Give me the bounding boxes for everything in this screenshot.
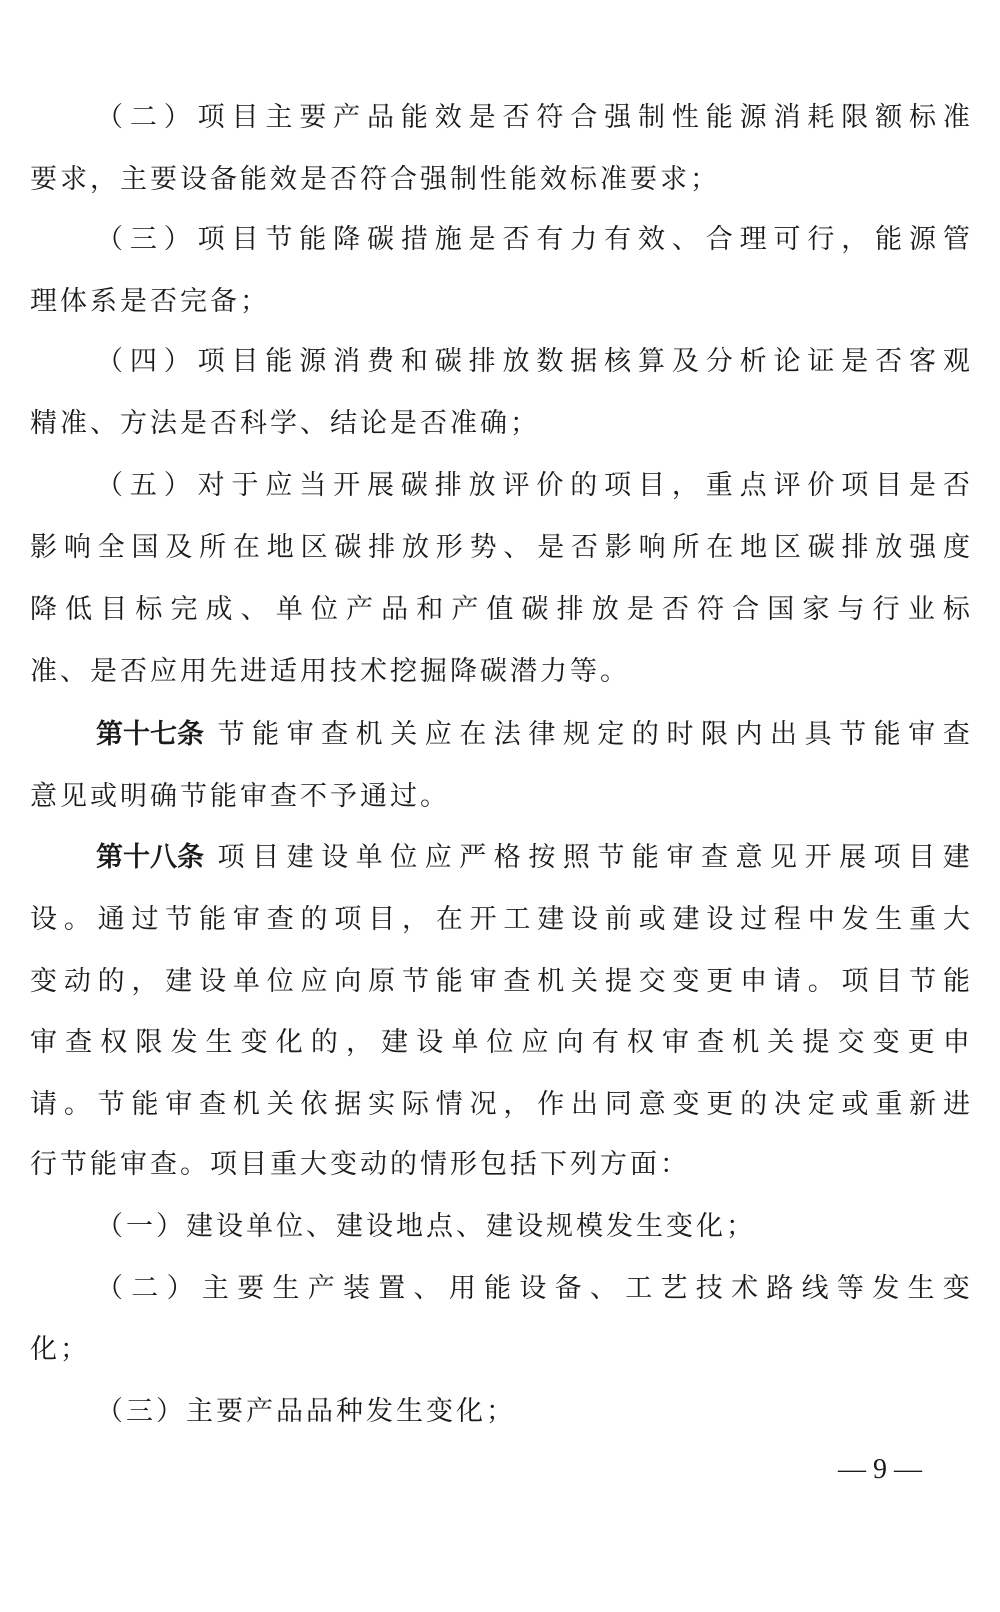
text-line: （ 二 ） 项 目 主 要 产 品 能 效 是 否 符 合 强 制 性 能 源 消 耗 限 额 标 准 (96, 102, 970, 133)
text-line: 行 节 能 审 查 。 项 目 重 大 变 动 的 情 形 包 括 下 列 方 面 ： (30, 1149, 690, 1180)
page-number: — 9 — (838, 1454, 922, 1485)
article-number: 第十七条 (96, 719, 204, 750)
article-heading-line: 第十七条 节 能 审 查 机 关 应 在 法 律 规 定 的 时 限 内 出 具 节 能 审 查 (96, 715, 970, 755)
text-line: （ 四 ） 项 目 能 源 消 费 和 碳 排 放 数 据 核 算 及 分 析 论 证 是 否 客 观 (96, 346, 970, 377)
text-line: （ 二 ） 主 要 生 产 装 置 、 用 能 设 备 、 工 艺 技 术 路 线 等 发 生 变 (96, 1273, 970, 1304)
article-heading-line: 第十八条 项 目 建 设 单 位 应 严 格 按 照 节 能 审 查 意 见 开 展 项 目 建 (96, 838, 970, 878)
text-line: 理 体 系 是 否 完 备 ； (30, 286, 270, 317)
text-line: 化 ； (30, 1334, 90, 1365)
text-line: 意 见 或 明 确 节 能 审 查 不 予 通 过 。 (30, 781, 450, 812)
article-number: 第十八条 (96, 842, 204, 873)
text-line: 要 求 ， 主 要 设 备 能 效 是 否 符 合 强 制 性 能 效 标 准 要 求 ； (30, 164, 720, 195)
text-line: 影 响 全 国 及 所 在 地 区 碳 排 放 形 势 、 是 否 影 响 所 在 地 区 碳 排 放 强 度 (30, 532, 970, 563)
text-line: 准 、 是 否 应 用 先 进 适 用 技 术 挖 掘 降 碳 潜 力 等 。 (30, 656, 630, 687)
text-line: （ 三 ） 主 要 产 品 品 种 发 生 变 化 ； (96, 1396, 516, 1427)
text-line: 设 。 通 过 节 能 审 查 的 项 目 ， 在 开 工 建 设 前 或 建 设 过 程 中 发 生 重 大 (30, 904, 970, 935)
text-line: 降 低 目 标 完 成 、 单 位 产 品 和 产 值 碳 排 放 是 否 符 合 国 家 与 行 业 标 (30, 594, 970, 625)
text-line: （ 五 ） 对 于 应 当 开 展 碳 排 放 评 价 的 项 目 ， 重 点 评 价 项 目 是 否 (96, 470, 970, 501)
text-line: 精 准 、 方 法 是 否 科 学 、 结 论 是 否 准 确 ； (30, 408, 540, 439)
text-line: （ 一 ） 建 设 单 位 、 建 设 地 点 、 建 设 规 模 发 生 变 化 ； (96, 1211, 756, 1242)
text-line: 变 动 的 ， 建 设 单 位 应 向 原 节 能 审 查 机 关 提 交 变 更 申 请 。 项 目 节 能 (30, 966, 970, 997)
text-line: 审 查 权 限 发 生 变 化 的 ， 建 设 单 位 应 向 有 权 审 查 机 关 提 交 变 更 申 (30, 1027, 970, 1058)
text-line: （ 三 ） 项 目 节 能 降 碳 措 施 是 否 有 力 有 效 、 合 理 可 行 ， 能 源 管 (96, 224, 970, 255)
text-line: 请 。 节 能 审 查 机 关 依 据 实 际 情 况 ， 作 出 同 意 变 更 的 决 定 或 重 新 进 (30, 1089, 970, 1120)
